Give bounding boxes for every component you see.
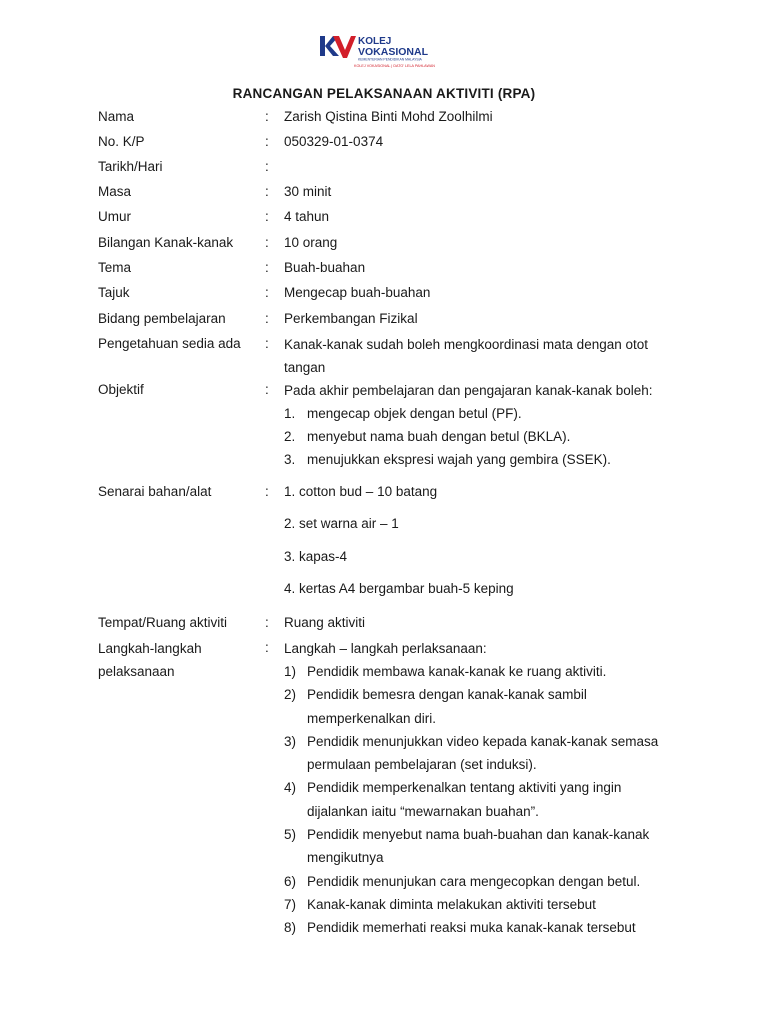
- separator: :: [265, 285, 269, 300]
- material-item: 3. kapas-4: [284, 549, 348, 564]
- step-item: 7) Kanak-kanak diminta melakukan aktiviti tersebut: [284, 896, 596, 912]
- step-item: 3) Pendidik menunjukkan video kepada kanak-kanak semasa permulaan pembelajaran (set induksi).: [284, 733, 659, 773]
- field-value: 050329-01-0374: [284, 134, 384, 149]
- step-item: 8) Pendidik memerhati reaksi muka kanak-kanak tersebut: [284, 920, 636, 936]
- separator: :: [265, 484, 269, 499]
- field-label: Masa: [98, 184, 132, 199]
- separator: :: [265, 260, 269, 275]
- field-label: Tajuk: [98, 285, 130, 300]
- step-item: 5) Pendidik menyebut nama buah-buahan dan kanak-kanak mengikutnya: [284, 827, 650, 866]
- objective-list: [284, 379, 724, 471]
- field-label: Langkah-langkah pelaksanaan: [98, 641, 202, 679]
- logo-line4: KOLEJ VOKASIONAL | DATO' LELA PAHLAWAN: [354, 64, 435, 68]
- separator: :: [265, 640, 269, 655]
- logo-line3: KEMENTERIAN PENDIDIKAN MALAYSIA: [358, 57, 422, 62]
- field-value: 10 orang: [284, 235, 338, 250]
- field-label: Senarai bahan/alat: [98, 484, 212, 499]
- separator: :: [265, 235, 269, 250]
- material-item: 2. set warna air – 1: [284, 516, 399, 531]
- material-item: 1. cotton bud – 10 batang: [284, 484, 438, 499]
- separator: :: [265, 615, 269, 630]
- kv-logo-icon: [318, 32, 442, 72]
- separator: :: [265, 209, 269, 224]
- step-item: 6) Pendidik menunjukan cara mengecopkan dengan betul.: [284, 873, 641, 889]
- list-intro: Pada akhir pembelajaran dan pengajaran kanak-kanak boleh:: [284, 383, 653, 398]
- field-value: Buah-buahan: [284, 260, 366, 275]
- material-item: 4. kertas A4 bergambar buah-5 keping: [284, 581, 514, 596]
- separator: :: [265, 311, 269, 326]
- field-value: Ruang aktiviti: [284, 615, 366, 630]
- step-item: 4) Pendidik memperkenalkan tentang aktiviti yang ingin dijalankan iaitu “mewarnakan buahan”.: [284, 780, 622, 819]
- separator: :: [265, 159, 269, 174]
- field-label: Pengetahuan sedia ada: [98, 336, 241, 351]
- field-value: Zarish Qistina Binti Mohd Zoolhilmi: [284, 109, 493, 124]
- separator: :: [265, 134, 269, 149]
- list-item: 3. menujukkan ekspresi wajah yang gembira (SSEK).: [284, 452, 611, 467]
- field-label: Nama: [98, 109, 135, 124]
- field-label: Umur: [98, 209, 131, 224]
- value-line: Kanak-kanak sudah boleh mengkoordinasi mata dengan otot: [284, 337, 648, 352]
- separator: :: [265, 109, 269, 124]
- step-list: [284, 637, 724, 940]
- field-label: Bilangan Kanak-kanak: [98, 235, 234, 250]
- field-label: No. K/P: [98, 134, 145, 149]
- list-item: 1. mengecap objek dengan betul (PF).: [284, 406, 522, 421]
- field-value: Mengecap buah-buahan: [284, 285, 431, 300]
- field-value: 4 tahun: [284, 209, 330, 224]
- college-logo: [318, 32, 442, 72]
- field-label: Bidang pembelajaran: [98, 311, 226, 326]
- logo-line2: VOKASIONAL: [358, 46, 429, 58]
- list-intro: Langkah – langkah perlaksanaan:: [284, 641, 487, 656]
- field-value: Perkembangan Fizikal: [284, 311, 418, 326]
- step-item: 1) Pendidik membawa kanak-kanak ke ruang aktiviti.: [284, 664, 607, 679]
- logo-line1: KOLEJ: [358, 36, 392, 47]
- field-label: Objektif: [98, 382, 144, 397]
- separator: :: [265, 184, 269, 199]
- field-value: 30 minit: [284, 184, 332, 199]
- page-title: RANCANGAN PELAKSANAAN AKTIVITI (RPA): [232, 86, 536, 101]
- field-value: [284, 333, 704, 379]
- separator: :: [265, 336, 269, 351]
- field-label: Tempat/Ruang aktiviti: [98, 615, 228, 630]
- field-label: Tarikh/Hari: [98, 159, 163, 174]
- field-label: Tema: [98, 260, 132, 275]
- step-item: 2) Pendidik bemesra dengan kanak-kanak sambil memperkenalkan diri.: [284, 687, 587, 726]
- value-line: tangan: [284, 360, 326, 375]
- list-item: 2. menyebut nama buah dengan betul (BKLA).: [284, 429, 571, 444]
- separator: :: [265, 382, 269, 397]
